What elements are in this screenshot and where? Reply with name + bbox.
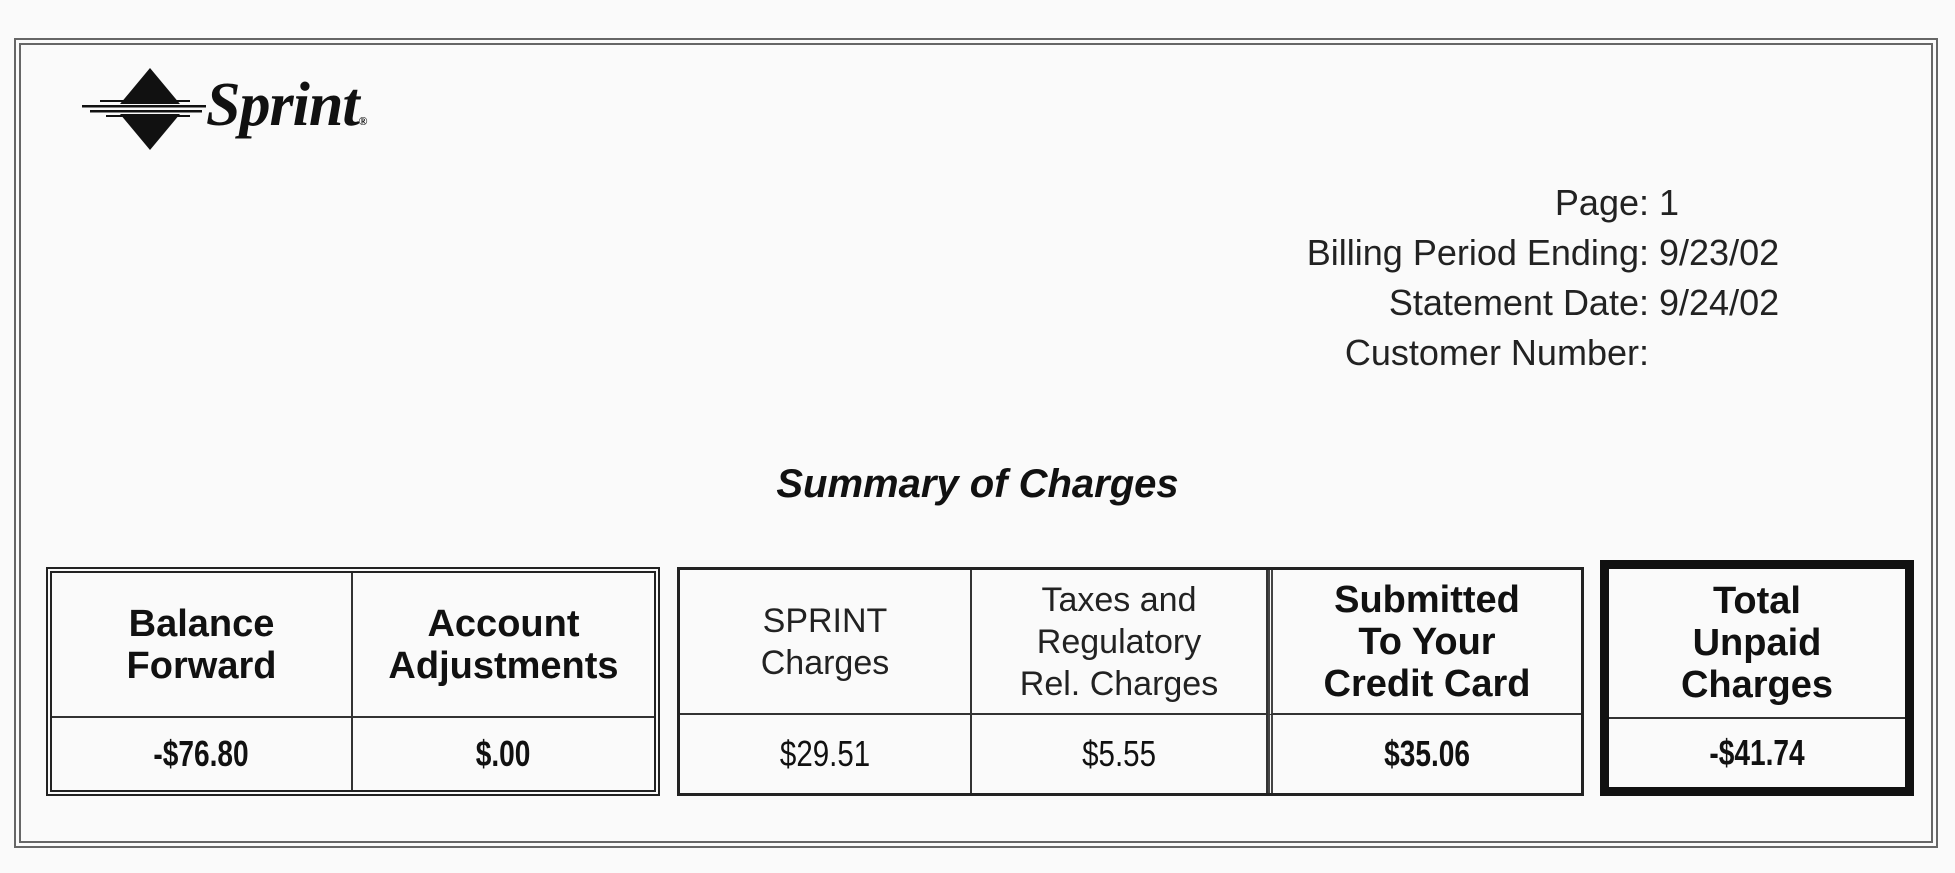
- total-unpaid-group: [1600, 560, 1914, 796]
- taxes-value: $5.55: [972, 715, 1268, 793]
- billing-period-label: Billing Period Ending:: [1306, 232, 1649, 273]
- sprint-charges-value: $29.51: [680, 715, 972, 793]
- balance-group: [46, 567, 660, 796]
- sprint-charges-header: SPRINT Charges: [680, 570, 972, 715]
- charges-group: [677, 567, 1584, 796]
- taxes-header: Taxes and Regulatory Rel. Charges: [972, 570, 1268, 715]
- total-unpaid-value: -$41.74: [1709, 732, 1805, 773]
- total-unpaid-header: Total Unpaid Charges: [1609, 569, 1905, 719]
- sprint-diamond-icon: [80, 64, 210, 154]
- statement-meta: [923, 178, 1823, 378]
- statement-date-value: 9/24/02: [1659, 282, 1780, 323]
- account-adjustments-header: Account Adjustments: [353, 573, 654, 718]
- page-value: 1: [1659, 182, 1680, 223]
- billing-period-value: 9/23/02: [1659, 232, 1780, 273]
- customer-number-line: [923, 328, 1823, 378]
- account-adjustments-value: $.00: [476, 733, 531, 774]
- logo-wordmark: Sprint®: [206, 71, 367, 139]
- balance-forward-header: Balance Forward: [52, 573, 353, 718]
- credit-card-value: $35.06: [1268, 715, 1581, 793]
- billing-period-line: [923, 228, 1823, 278]
- page-label: Page:: [1554, 182, 1649, 223]
- sprint-logo: [80, 64, 440, 154]
- summary-title: Summary of Charges: [776, 462, 1179, 506]
- balance-forward-value: -$76.80: [52, 718, 353, 790]
- customer-number-label: Customer Number:: [1344, 332, 1649, 373]
- statement-date-line: [923, 278, 1823, 328]
- page-line: [923, 178, 1823, 228]
- statement-date-label: Statement Date:: [1388, 282, 1649, 323]
- credit-card-header: Submitted To Your Credit Card: [1268, 570, 1581, 715]
